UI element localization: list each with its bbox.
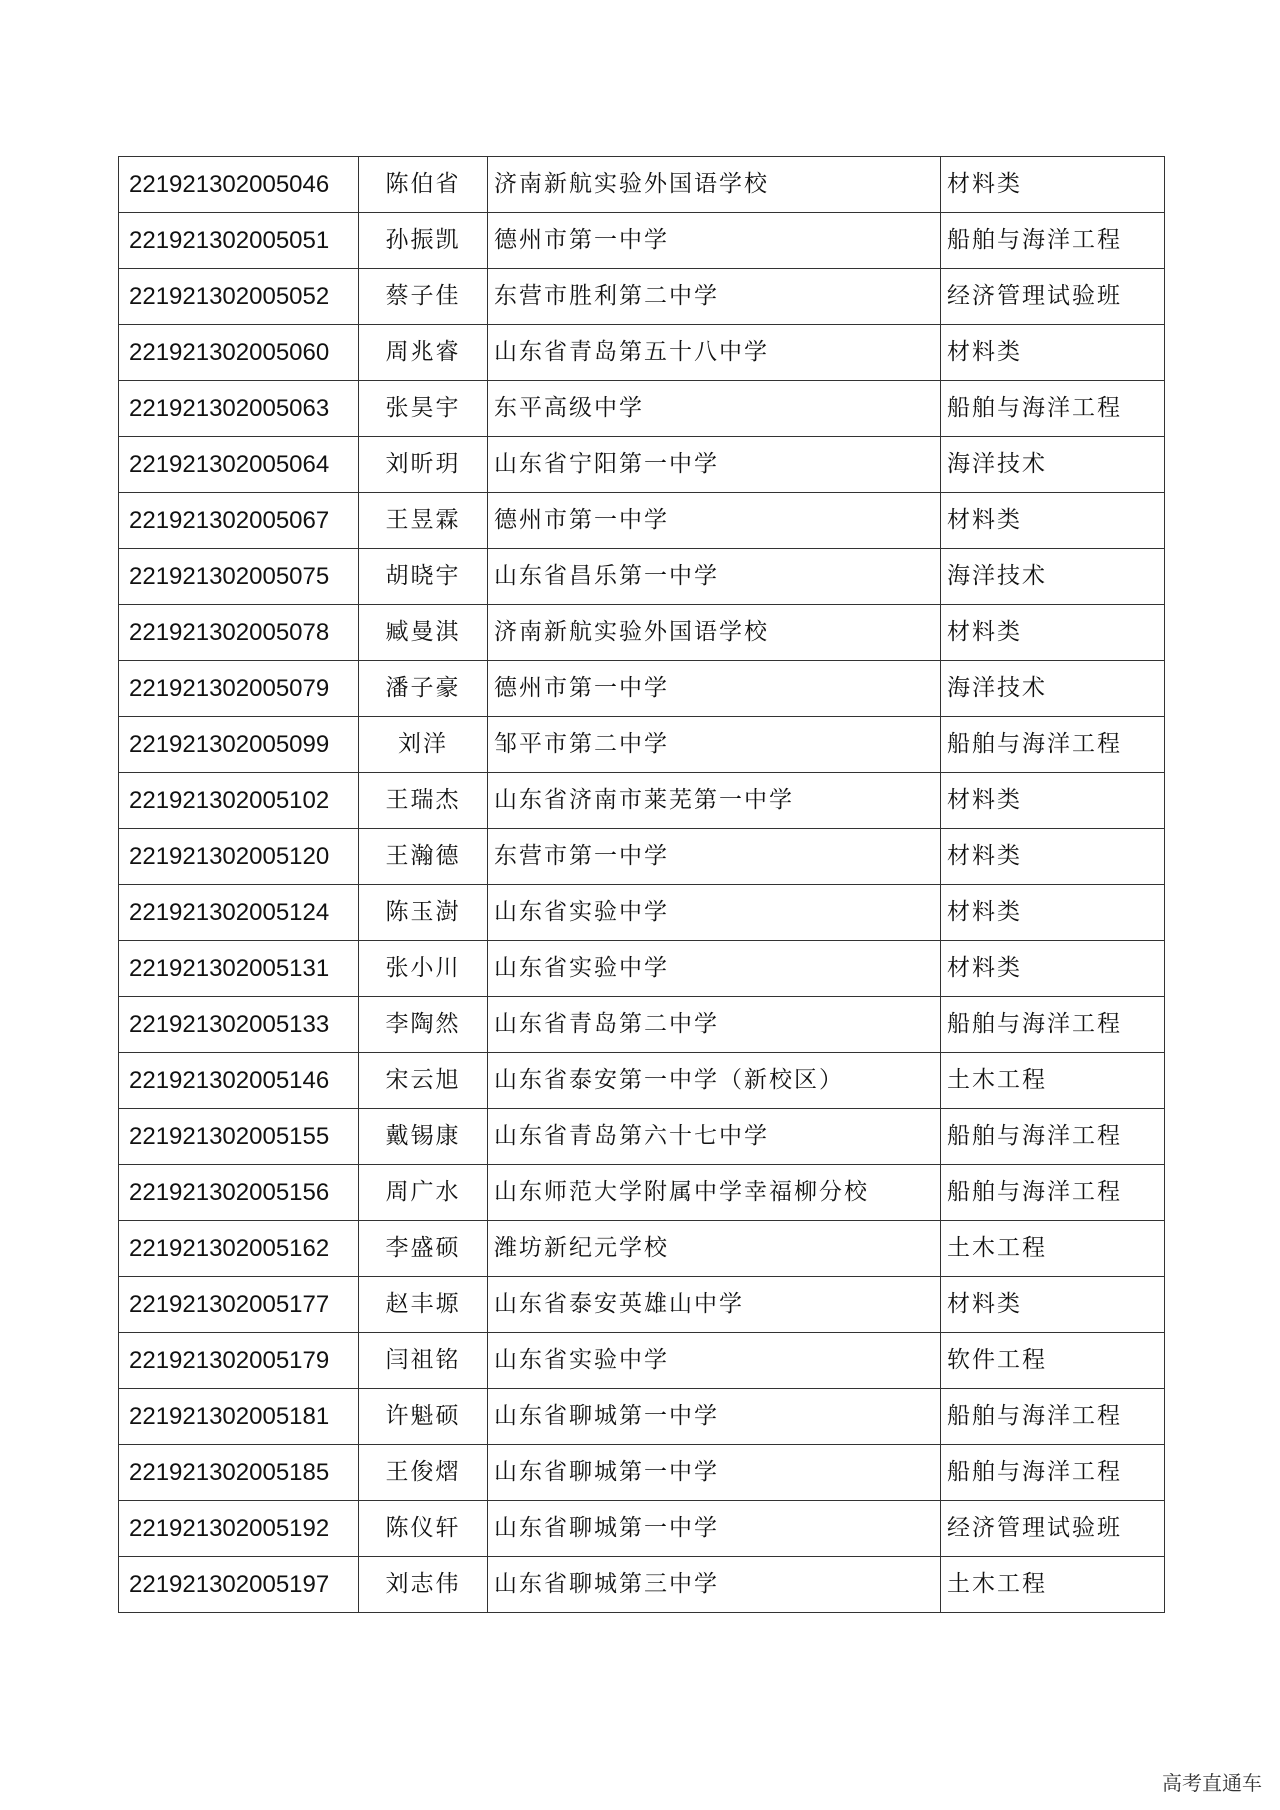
student-name-cell: 宋云旭 bbox=[359, 1053, 488, 1109]
student-name-cell: 刘志伟 bbox=[359, 1557, 488, 1613]
school-cell: 东营市胜利第二中学 bbox=[488, 269, 941, 325]
student-name-cell: 许魁硕 bbox=[359, 1389, 488, 1445]
table-row bbox=[119, 997, 1165, 1053]
table-row bbox=[119, 381, 1165, 437]
school-cell: 济南新航实验外国语学校 bbox=[488, 157, 941, 213]
school-cell: 山东省青岛第六十七中学 bbox=[488, 1109, 941, 1165]
table-row bbox=[119, 717, 1165, 773]
school-cell: 德州市第一中学 bbox=[488, 493, 941, 549]
exam-id-cell: 221921302005052 bbox=[119, 269, 359, 325]
major-cell: 材料类 bbox=[941, 885, 1165, 941]
student-name-cell: 蔡子佳 bbox=[359, 269, 488, 325]
student-name-cell: 王俊熠 bbox=[359, 1445, 488, 1501]
exam-id-cell: 221921302005133 bbox=[119, 997, 359, 1053]
major-cell: 船舶与海洋工程 bbox=[941, 1165, 1165, 1221]
exam-id-cell: 221921302005185 bbox=[119, 1445, 359, 1501]
major-cell: 软件工程 bbox=[941, 1333, 1165, 1389]
table-row bbox=[119, 493, 1165, 549]
student-name-cell: 张昊宇 bbox=[359, 381, 488, 437]
exam-id-cell: 221921302005078 bbox=[119, 605, 359, 661]
admission-list-table bbox=[118, 156, 1165, 1613]
school-cell: 山东省宁阳第一中学 bbox=[488, 437, 941, 493]
table-body bbox=[119, 157, 1165, 1613]
school-cell: 山东省实验中学 bbox=[488, 885, 941, 941]
school-cell: 山东省昌乐第一中学 bbox=[488, 549, 941, 605]
student-name-cell: 胡晓宇 bbox=[359, 549, 488, 605]
exam-id-cell: 221921302005177 bbox=[119, 1277, 359, 1333]
school-cell: 潍坊新纪元学校 bbox=[488, 1221, 941, 1277]
school-cell: 山东省实验中学 bbox=[488, 1333, 941, 1389]
exam-id-cell: 221921302005060 bbox=[119, 325, 359, 381]
exam-id-cell: 221921302005063 bbox=[119, 381, 359, 437]
major-cell: 船舶与海洋工程 bbox=[941, 213, 1165, 269]
school-cell: 山东师范大学附属中学幸福柳分校 bbox=[488, 1165, 941, 1221]
exam-id-cell: 221921302005099 bbox=[119, 717, 359, 773]
table-row bbox=[119, 1053, 1165, 1109]
table-row bbox=[119, 885, 1165, 941]
table-row bbox=[119, 1333, 1165, 1389]
table-row bbox=[119, 829, 1165, 885]
exam-id-cell: 221921302005064 bbox=[119, 437, 359, 493]
watermark-logo-text: 高考直通车 bbox=[1162, 1771, 1262, 1795]
table-row bbox=[119, 437, 1165, 493]
major-cell: 土木工程 bbox=[941, 1053, 1165, 1109]
student-name-cell: 陈伯省 bbox=[359, 157, 488, 213]
school-cell: 山东省青岛第五十八中学 bbox=[488, 325, 941, 381]
student-name-cell: 闫祖铭 bbox=[359, 1333, 488, 1389]
table-row bbox=[119, 1277, 1165, 1333]
major-cell: 经济管理试验班 bbox=[941, 269, 1165, 325]
exam-id-cell: 221921302005079 bbox=[119, 661, 359, 717]
exam-id-cell: 221921302005162 bbox=[119, 1221, 359, 1277]
major-cell: 材料类 bbox=[941, 773, 1165, 829]
major-cell: 船舶与海洋工程 bbox=[941, 1109, 1165, 1165]
student-name-cell: 王瑞杰 bbox=[359, 773, 488, 829]
student-name-cell: 刘昕玥 bbox=[359, 437, 488, 493]
exam-id-cell: 221921302005155 bbox=[119, 1109, 359, 1165]
major-cell: 材料类 bbox=[941, 605, 1165, 661]
school-cell: 山东省青岛第二中学 bbox=[488, 997, 941, 1053]
school-cell: 山东省泰安英雄山中学 bbox=[488, 1277, 941, 1333]
major-cell: 材料类 bbox=[941, 325, 1165, 381]
table-row bbox=[119, 1221, 1165, 1277]
school-cell: 德州市第一中学 bbox=[488, 213, 941, 269]
major-cell: 海洋技术 bbox=[941, 661, 1165, 717]
school-cell: 山东省聊城第一中学 bbox=[488, 1445, 941, 1501]
school-cell: 济南新航实验外国语学校 bbox=[488, 605, 941, 661]
student-name-cell: 戴锡康 bbox=[359, 1109, 488, 1165]
major-cell: 材料类 bbox=[941, 829, 1165, 885]
major-cell: 海洋技术 bbox=[941, 437, 1165, 493]
exam-id-cell: 221921302005146 bbox=[119, 1053, 359, 1109]
major-cell: 海洋技术 bbox=[941, 549, 1165, 605]
exam-id-cell: 221921302005179 bbox=[119, 1333, 359, 1389]
table-row bbox=[119, 1501, 1165, 1557]
table-row bbox=[119, 661, 1165, 717]
student-name-cell: 臧曼淇 bbox=[359, 605, 488, 661]
school-cell: 山东省实验中学 bbox=[488, 941, 941, 997]
school-cell: 山东省聊城第三中学 bbox=[488, 1557, 941, 1613]
major-cell: 土木工程 bbox=[941, 1557, 1165, 1613]
exam-id-cell: 221921302005046 bbox=[119, 157, 359, 213]
table-row bbox=[119, 549, 1165, 605]
exam-id-cell: 221921302005075 bbox=[119, 549, 359, 605]
major-cell: 船舶与海洋工程 bbox=[941, 997, 1165, 1053]
table-row bbox=[119, 213, 1165, 269]
school-cell: 邹平市第二中学 bbox=[488, 717, 941, 773]
major-cell: 船舶与海洋工程 bbox=[941, 1445, 1165, 1501]
major-cell: 材料类 bbox=[941, 941, 1165, 997]
school-cell: 山东省聊城第一中学 bbox=[488, 1389, 941, 1445]
school-cell: 山东省聊城第一中学 bbox=[488, 1501, 941, 1557]
table-row bbox=[119, 1445, 1165, 1501]
exam-id-cell: 221921302005120 bbox=[119, 829, 359, 885]
table-row bbox=[119, 773, 1165, 829]
student-name-cell: 陈仪轩 bbox=[359, 1501, 488, 1557]
table-row bbox=[119, 605, 1165, 661]
exam-id-cell: 221921302005156 bbox=[119, 1165, 359, 1221]
exam-id-cell: 221921302005051 bbox=[119, 213, 359, 269]
student-name-cell: 陈玉澍 bbox=[359, 885, 488, 941]
major-cell: 材料类 bbox=[941, 157, 1165, 213]
major-cell: 材料类 bbox=[941, 1277, 1165, 1333]
student-name-cell: 潘子豪 bbox=[359, 661, 488, 717]
student-name-cell: 孙振凯 bbox=[359, 213, 488, 269]
student-name-cell: 周广水 bbox=[359, 1165, 488, 1221]
major-cell: 船舶与海洋工程 bbox=[941, 381, 1165, 437]
school-cell: 东平高级中学 bbox=[488, 381, 941, 437]
school-cell: 山东省泰安第一中学（新校区） bbox=[488, 1053, 941, 1109]
exam-id-cell: 221921302005197 bbox=[119, 1557, 359, 1613]
major-cell: 土木工程 bbox=[941, 1221, 1165, 1277]
table-row bbox=[119, 325, 1165, 381]
student-name-cell: 周兆睿 bbox=[359, 325, 488, 381]
table-row bbox=[119, 1165, 1165, 1221]
school-cell: 东营市第一中学 bbox=[488, 829, 941, 885]
student-name-cell: 李陶然 bbox=[359, 997, 488, 1053]
student-name-cell: 刘洋 bbox=[359, 717, 488, 773]
exam-id-cell: 221921302005131 bbox=[119, 941, 359, 997]
student-name-cell: 王昱霖 bbox=[359, 493, 488, 549]
student-name-cell: 张小川 bbox=[359, 941, 488, 997]
exam-id-cell: 221921302005181 bbox=[119, 1389, 359, 1445]
major-cell: 船舶与海洋工程 bbox=[941, 1389, 1165, 1445]
student-name-cell: 李盛硕 bbox=[359, 1221, 488, 1277]
student-name-cell: 王瀚德 bbox=[359, 829, 488, 885]
table-row bbox=[119, 941, 1165, 997]
exam-id-cell: 221921302005192 bbox=[119, 1501, 359, 1557]
table-row bbox=[119, 1109, 1165, 1165]
table-row bbox=[119, 1557, 1165, 1613]
table-row bbox=[119, 157, 1165, 213]
exam-id-cell: 221921302005102 bbox=[119, 773, 359, 829]
exam-id-cell: 221921302005124 bbox=[119, 885, 359, 941]
major-cell: 材料类 bbox=[941, 493, 1165, 549]
table-row bbox=[119, 269, 1165, 325]
school-cell: 山东省济南市莱芜第一中学 bbox=[488, 773, 941, 829]
table-row bbox=[119, 1389, 1165, 1445]
major-cell: 船舶与海洋工程 bbox=[941, 717, 1165, 773]
school-cell: 德州市第一中学 bbox=[488, 661, 941, 717]
exam-id-cell: 221921302005067 bbox=[119, 493, 359, 549]
major-cell: 经济管理试验班 bbox=[941, 1501, 1165, 1557]
student-name-cell: 赵丰塬 bbox=[359, 1277, 488, 1333]
